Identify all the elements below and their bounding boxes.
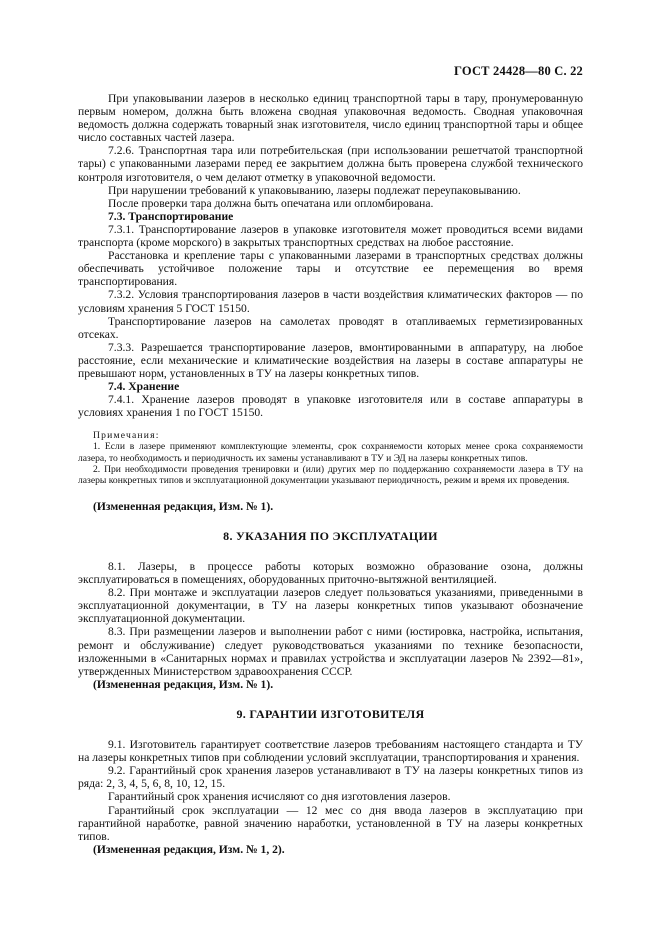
running-header: ГОСТ 24428—80 С. 22 <box>454 64 583 78</box>
paragraph-7-2-6: 7.2.6. Транспортная тара или потребительская (при использовании решетчатой транспортной тары) с упакованными лазерами перед ее закрытием должна быть проверена службой технического контроля изготовителя, о чем делают отметку в упаковочной ведомости. <box>78 144 583 184</box>
paragraph-7-3-2: 7.3.2. Условия транспортирования лазеров в части воздействия климатических факторов — по условиям хранения 5 ГОСТ 15150. <box>78 288 583 315</box>
notes-block <box>78 430 583 485</box>
amendment-note-8: (Измененная редакция, Изм. № 1). <box>93 677 274 691</box>
amendment-note-9: (Измененная редакция, Изм. № 1, 2). <box>93 842 285 856</box>
paragraph-placement: Расстановка и крепление тары с упакованными лазерами в транспортных средствах должны обеспечивать устойчивое положение тары и отсутствие ее перемещения во время транспортирования. <box>78 249 583 289</box>
paragraph-9-1: 9.1. Изготовитель гарантирует соответствие лазеров требованиям настоящего стандарта и ТУ на лазеры конкретных типов при соблюдении условий эксплуатации, транспортирования и хранения. <box>78 738 583 765</box>
paragraph-packing: При упаковывании лазеров в несколько единиц транспортной тары в тару, пронумерованную первым номером, должна быть вложена сводная упаковочная ведомость. Сводная упаковочная ведомость должна содержать товарный знак изготовителя, число единиц транспортной тары и общее число составных частей лазера. <box>78 92 583 145</box>
paragraph-7-3-1: 7.3.1. Транспортирование лазеров в упаковке изготовителя может проводиться всеми видами транспорта (кроме морского) в закрытых транспортных средствах на любое расстояние. <box>78 222 583 250</box>
note-2: 2. При необходимости проведения тренировки и (или) других мер по поддержанию сохраняемости лазера в ТУ на лазеры конкретных типов и эксплуатационной документации указывают периодичность, режим и время их проведения. <box>78 463 583 486</box>
note-1: 1. Если в лазере применяют комплектующие элементы, срок сохраняемости которых менее срока сохраняемости лазера, то необходимость и периодичность их замены устанавливают в ТУ и ЭД на лазеры конкретных типов. <box>78 441 583 464</box>
section-8-title: 8. УКАЗАНИЯ ПО ЭКСПЛУАТАЦИИ <box>223 528 438 543</box>
paragraph-operation-term: Гарантийный срок эксплуатации — 12 мес со дня ввода лазеров в эксплуатацию при гарантийной наработке, равной значению наработки, установленной в ТУ на лазеры конкретных типов. <box>78 803 583 843</box>
heading-7-4: 7.4. Хранение <box>108 380 180 394</box>
notes-title: Примечания: <box>93 430 160 442</box>
paragraph-air-transport: Транспортирование лазеров на самолетах проводят в отапливаемых герметизированных отсеках. <box>78 314 583 341</box>
paragraph-7-4-1: 7.4.1. Хранение лазеров проводят в упаковке изготовителя или в составе аппаратуры в условиях хранения 1 по ГОСТ 15150. <box>78 393 583 420</box>
page-body <box>78 92 583 856</box>
paragraph-8-2: 8.2. При монтаже и эксплуатации лазеров следует пользоваться указаниями, приведенными в эксплуатационной документации, в ТУ на лазеры конкретных типов указывают обозначение эксплуатационной документации. <box>78 586 583 626</box>
paragraph-8-1: 8.1. Лазеры, в процессе работы которых возможно образование озона, должны эксплуатироваться в помещениях, оборудованных приточно-вытяжной вентиляцией. <box>78 560 583 587</box>
section-9-title: 9. ГАРАНТИИ ИЗГОТОВИТЕЛЯ <box>236 706 425 721</box>
paragraph-9-2: 9.2. Гарантийный срок хранения лазеров устанавливают в ТУ на лазеры конкретных типов из ряда: 2, 3, 4, 5, 6, 8, 10, 12, 15. <box>78 764 583 791</box>
paragraph-storage-term: Гарантийный срок хранения исчисляют со дня изготовления лазеров. <box>108 790 451 804</box>
heading-7-3: 7.3. Транспортирование <box>108 209 234 223</box>
paragraph-7-3-3: 7.3.3. Разрешается транспортирование лазеров, вмонтированными в аппаратуру, на любое расстояние, если механические и климатические воздействия на лазеры в составе аппаратуры не превышают норм, установленных в ТУ на лазеры конкретных типов. <box>78 340 583 380</box>
amendment-note-7: (Измененная редакция, Изм. № 1). <box>93 499 274 513</box>
paragraph-seal: После проверки тара должна быть опечатана или опломбирована. <box>108 196 434 210</box>
paragraph-8-3: 8.3. При размещении лазеров и выполнении работ с ними (юстировка, настройка, испытания, ремонт и обслуживание) следует руководствоваться указаниями по технике безопасности, изложенными в «Санитарных нормах и правилах устройства и эксплуатации лазеров № 2392—81», утвержденных Министерством здравоохранения СССР. <box>78 625 583 678</box>
paragraph-violation: При нарушении требований к упаковыванию, лазеры подлежат переупаковыванию. <box>108 183 521 197</box>
